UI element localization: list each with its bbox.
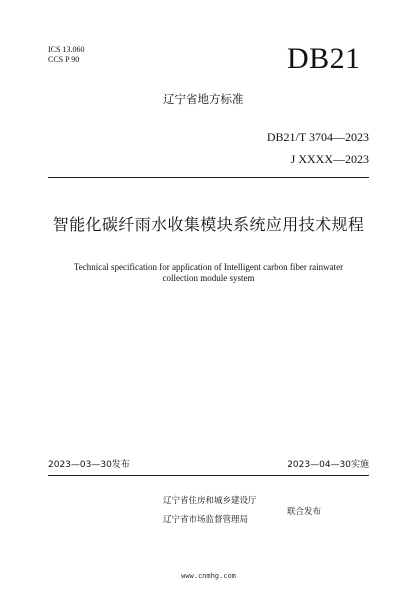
issuer-housing-department: 辽宁省住房和城乡建设厅 <box>163 496 257 506</box>
document-title-en <box>0 262 417 284</box>
db-logo: DB21 <box>287 42 361 75</box>
ccs-code: CCS P 90 <box>48 55 80 64</box>
joint-release-label: 联合发布 <box>287 507 322 517</box>
ics-ccs-codes <box>48 45 84 65</box>
issue-date: 2023—03—30发布 <box>48 460 130 470</box>
footer-divider <box>48 475 369 476</box>
header-divider <box>48 177 369 178</box>
implementation-date: 2023—04—30实施 <box>287 460 369 470</box>
document-title-en-line1: Technical specification for application of Intelligent carbon fiber rainwater <box>73 262 344 272</box>
document-title-en-line2: collection module system <box>162 273 255 283</box>
ics-code: ICS 13.060 <box>48 45 85 54</box>
standard-number: DB21/T 3704—2023 <box>266 130 369 144</box>
standard-type: 辽宁省地方标准 <box>163 92 244 106</box>
watermark-url: www.cnmhg.com <box>181 572 236 580</box>
record-number: J XXXX—2023 <box>290 152 369 166</box>
issuer-market-regulation: 辽宁省市场监督管理局 <box>163 515 249 525</box>
document-title-zh: 智能化碳纤雨水收集模块系统应用技术规程 <box>52 215 365 234</box>
